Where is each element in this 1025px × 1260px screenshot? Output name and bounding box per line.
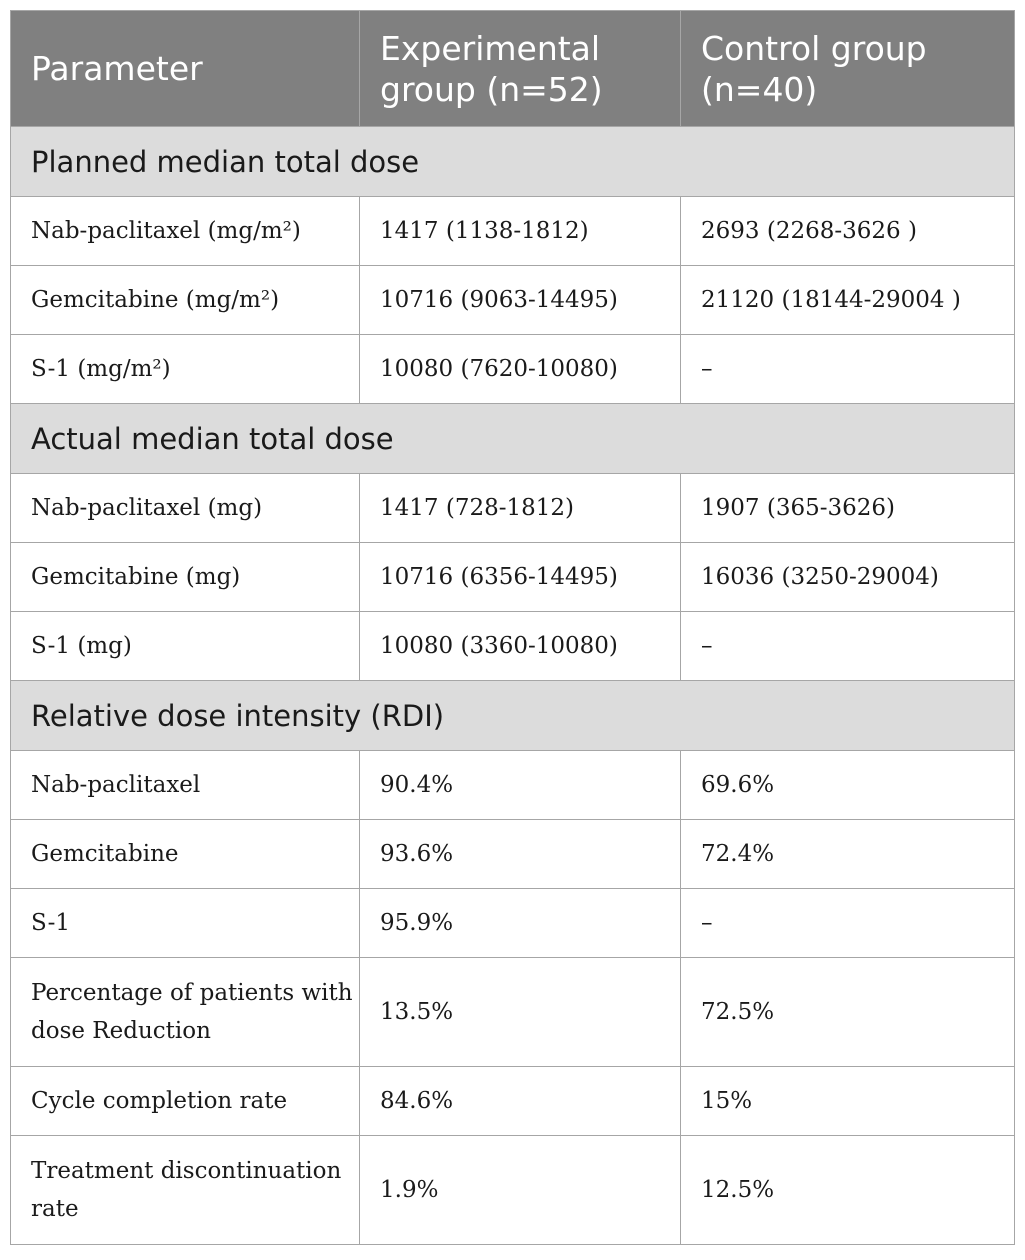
- table-row: [11, 266, 1015, 335]
- cell-control: –: [681, 335, 1015, 404]
- section-title: Relative dose intensity (RDI): [11, 681, 1015, 751]
- cell-control: 12.5%: [681, 1136, 1015, 1245]
- cell-parameter: Treatment discontinuation rate: [11, 1136, 360, 1245]
- cell-parameter: S-1 (mg): [11, 612, 360, 681]
- cell-experimental: 10080 (3360-10080): [360, 612, 681, 681]
- table-body: [11, 127, 1015, 1245]
- cell-control: 16036 (3250-29004): [681, 543, 1015, 612]
- cell-experimental: 1417 (728-1812): [360, 474, 681, 543]
- cell-experimental: 10716 (6356-14495): [360, 543, 681, 612]
- header-experimental: Experimental group (n=52): [360, 11, 681, 127]
- table-row: [11, 889, 1015, 958]
- cell-control: –: [681, 889, 1015, 958]
- cell-control: 15%: [681, 1067, 1015, 1136]
- section-row-actual: [11, 404, 1015, 474]
- cell-control: 72.5%: [681, 958, 1015, 1067]
- cell-parameter: Gemcitabine (mg): [11, 543, 360, 612]
- header-row: [11, 11, 1015, 127]
- section-row-planned: [11, 127, 1015, 197]
- cell-parameter: S-1 (mg/m²): [11, 335, 360, 404]
- cell-parameter: Gemcitabine: [11, 820, 360, 889]
- table-row: [11, 751, 1015, 820]
- table-row: [11, 820, 1015, 889]
- cell-control: 21120 (18144-29004 ): [681, 266, 1015, 335]
- cell-parameter: Percentage of patients with dose Reduction: [11, 958, 360, 1067]
- table-row: [11, 543, 1015, 612]
- dose-comparison-table: [10, 10, 1015, 1245]
- cell-parameter: Nab-paclitaxel (mg/m²): [11, 197, 360, 266]
- section-title: Actual median total dose: [11, 404, 1015, 474]
- cell-experimental: 10716 (9063-14495): [360, 266, 681, 335]
- cell-control: 2693 (2268-3626 ): [681, 197, 1015, 266]
- cell-experimental: 84.6%: [360, 1067, 681, 1136]
- header-parameter: Parameter: [11, 11, 360, 127]
- cell-parameter: S-1: [11, 889, 360, 958]
- cell-parameter: Nab-paclitaxel (mg): [11, 474, 360, 543]
- cell-experimental: 10080 (7620-10080): [360, 335, 681, 404]
- cell-parameter: Gemcitabine (mg/m²): [11, 266, 360, 335]
- table-row: [11, 474, 1015, 543]
- table-header: [11, 11, 1015, 127]
- table-row: [11, 1067, 1015, 1136]
- cell-control: 1907 (365-3626): [681, 474, 1015, 543]
- cell-control: 72.4%: [681, 820, 1015, 889]
- table-row: [11, 197, 1015, 266]
- cell-experimental: 1.9%: [360, 1136, 681, 1245]
- table-row: [11, 958, 1015, 1067]
- section-title: Planned median total dose: [11, 127, 1015, 197]
- table-row: [11, 335, 1015, 404]
- table-row: [11, 1136, 1015, 1245]
- cell-parameter: Nab-paclitaxel: [11, 751, 360, 820]
- cell-experimental: 93.6%: [360, 820, 681, 889]
- header-control: Control group (n=40): [681, 11, 1015, 127]
- cell-control: –: [681, 612, 1015, 681]
- section-row-rdi: [11, 681, 1015, 751]
- table-row: [11, 612, 1015, 681]
- cell-control: 69.6%: [681, 751, 1015, 820]
- cell-experimental: 95.9%: [360, 889, 681, 958]
- cell-parameter: Cycle completion rate: [11, 1067, 360, 1136]
- cell-experimental: 13.5%: [360, 958, 681, 1067]
- cell-experimental: 90.4%: [360, 751, 681, 820]
- cell-experimental: 1417 (1138-1812): [360, 197, 681, 266]
